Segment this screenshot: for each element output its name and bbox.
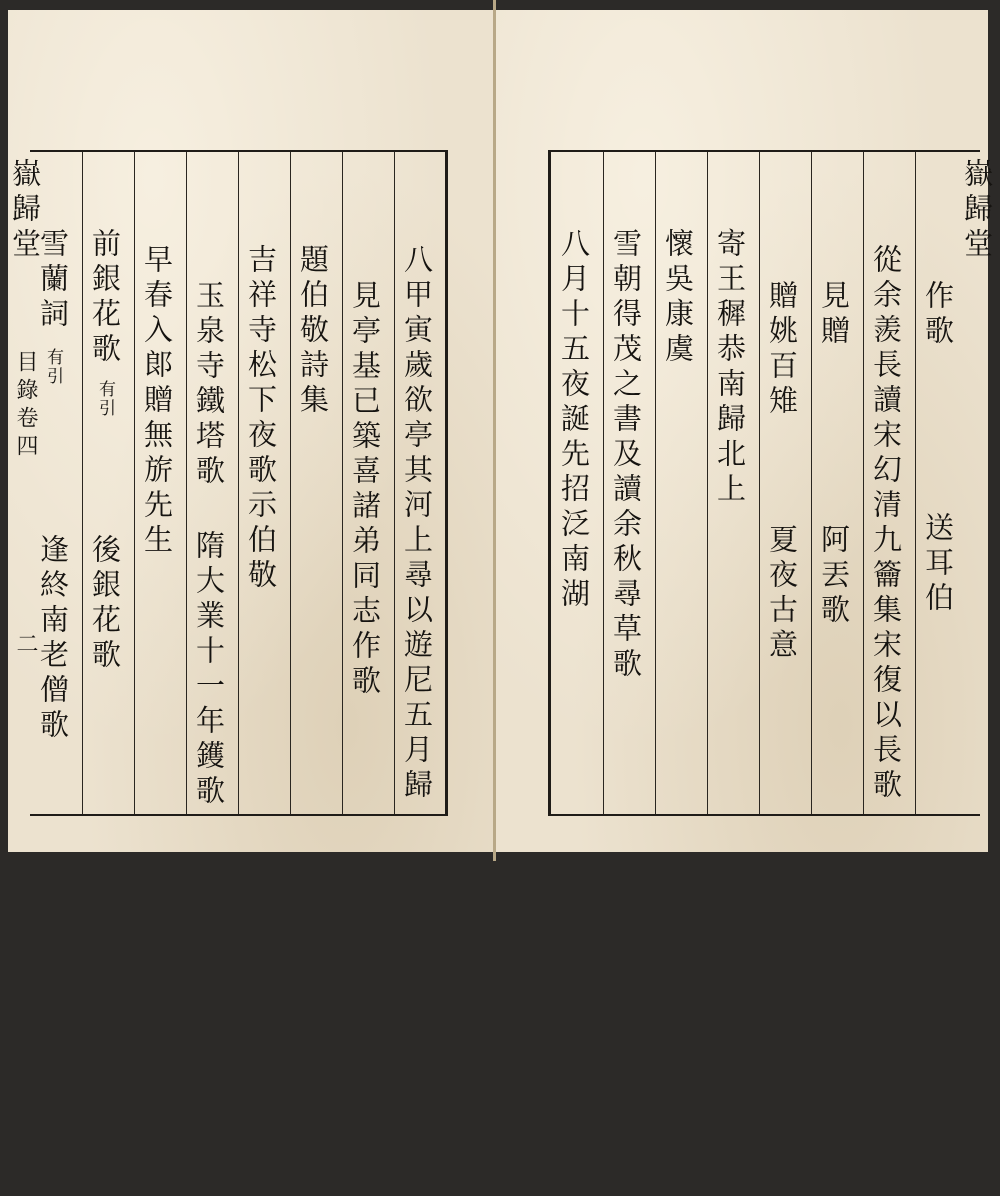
right-col-2: 從余羨長讀宋幻清九籥集宋復以長歌 [869, 244, 903, 804]
right-spine-title: 嶽歸堂 [960, 158, 994, 263]
left-text-frame [30, 150, 448, 816]
right-col-3: 見贈 [817, 280, 851, 350]
left-col-8-tail: 逢終南老僧歌 [36, 534, 70, 744]
left-col-3: 題伯敬詩集 [296, 244, 330, 419]
right-col-7: 雪朝得茂之書及讀余秋尋草歌 [609, 228, 643, 683]
left-col-7: 前銀花歌 [88, 228, 122, 368]
right-col-4-tail: 夏夜古意 [765, 524, 799, 664]
left-col-4: 吉祥寺松下夜歌示伯敬 [244, 244, 278, 594]
left-col-1: 八甲寅歲欲亭其河上尋以遊尼五月歸 [400, 244, 434, 804]
left-col-7-tail: 後銀花歌 [88, 534, 122, 674]
spine-section: 目錄卷四 [13, 350, 38, 462]
right-col-5: 寄王穉恭南歸北上 [713, 228, 747, 508]
spine-page-number: 二 [13, 632, 38, 660]
right-page [496, 10, 994, 852]
right-col-4: 贈姚百雉 [765, 280, 799, 420]
spine-title: 嶽歸堂 [8, 158, 42, 263]
left-col-6: 早春入郞贈無旂先生 [140, 244, 174, 559]
left-page [8, 10, 494, 852]
right-col-8: 八月十五夜誕先招泛南湖 [557, 228, 591, 613]
left-col-8-small: 有引 [43, 348, 63, 386]
left-col-2: 見亭基已築喜諸弟同志作歌 [348, 280, 382, 700]
right-text-frame [548, 150, 980, 816]
right-col-6: 懷吳康虞 [661, 228, 695, 368]
left-col-7-small: 有引 [95, 380, 115, 418]
left-col-5-note: 隋大業十一年鑊歌 [192, 530, 226, 810]
right-col-1: 作歌 [921, 280, 955, 350]
right-spine-strip [960, 150, 994, 816]
right-col-1-tail: 送耳伯 [921, 512, 955, 617]
left-col-8: 雪蘭詞 [36, 228, 70, 333]
right-col-3-tail: 阿丟歌 [817, 524, 851, 629]
left-col-5: 玉泉寺鐵塔歌 [192, 280, 226, 490]
